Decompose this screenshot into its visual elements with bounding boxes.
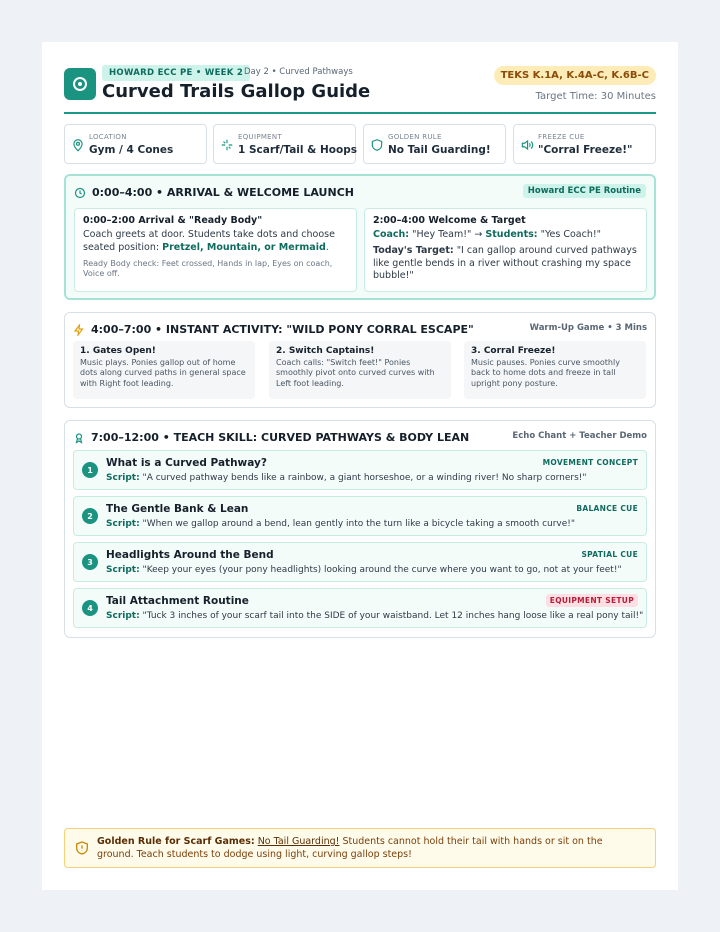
speaker-icon [520, 138, 534, 152]
section-tag: Echo Chant + Teacher Demo [512, 431, 647, 441]
todays-target: Today's Target: "I can gallop around curved pathways like gentle bends in a river without crashing my space bubble!" [373, 244, 637, 282]
step-number: 1 [82, 462, 98, 478]
section-title: 4:00–7:00 • INSTANT ACTIVITY: "WILD PONY CORRAL ESCAPE" [73, 323, 474, 336]
teach-item [73, 588, 647, 628]
golden-rule-banner [64, 828, 656, 868]
arrival-heading: 0:00–2:00 Arrival & "Ready Body" [83, 215, 263, 226]
logo-icon [64, 68, 96, 100]
info-card-value: No Tail Guarding! [388, 144, 491, 156]
teach-item [73, 450, 647, 490]
info-card-label: FREEZE CUE [538, 133, 585, 141]
activity-step: 2. Switch Captains! Coach calls: "Switch feet!" Ponies smoothly pivot onto curved curves with Left foot leading. [269, 341, 451, 399]
step-number: 3 [82, 554, 98, 570]
info-card-value: 1 Scarf/Tail & Hoops [238, 144, 357, 156]
golden-rule-text: Golden Rule for Scarf Games: No Tail Guarding! Students cannot hold their tail with hands or sit on the ground. Teach students to dodge using light, curving gallop steps! [97, 836, 603, 860]
teach-item-title: The Gentle Bank & Lean [106, 503, 249, 515]
teach-item-title: Tail Attachment Routine [106, 595, 249, 607]
welcome-heading: 2:00–4:00 Welcome & Target [373, 215, 526, 226]
teach-item-script: Script: "When we gallop around a bend, lean gently into the turn like a bicycle taking a smooth curve!" [106, 519, 576, 529]
section-tag: Warm-Up Game • 3 Mins [529, 323, 647, 333]
teach-item-script: Script: "Tuck 3 inches of your scarf tail into the SIDE of your waistband. Let 12 inches hang loose like a real pony tail!" [106, 611, 644, 621]
section-title: 7:00–12:00 • TEACH SKILL: CURVED PATHWAYS & BODY LEAN [73, 431, 469, 444]
teach-item-title: Headlights Around the Bend [106, 549, 274, 561]
section-teach-skill [64, 420, 656, 638]
info-card-label: GOLDEN RULE [388, 133, 442, 141]
arrival-text: Coach greets at door. Students take dots and choose seated position: Pretzel, Mountain, or Mermaid. [83, 229, 335, 253]
teach-item-tag: MOVEMENT CONCEPT [542, 458, 638, 467]
teach-item-tag: BALANCE CUE [576, 504, 638, 513]
info-card-value: Gym / 4 Cones [89, 144, 174, 156]
call-response: Coach: "Hey Team!" → Students: "Yes Coach!" [373, 229, 602, 240]
info-card-location [64, 124, 207, 164]
info-card-equipment [213, 124, 356, 164]
teach-item-script: Script: "A curved pathway bends like a rainbow, a giant horseshoe, or a winding river! No sharp corners!" [106, 473, 587, 483]
location-pin-icon [71, 138, 85, 152]
teach-item [73, 542, 647, 582]
info-card-value: "Corral Freeze!" [538, 144, 633, 156]
info-card-label: EQUIPMENT [238, 133, 283, 141]
teach-item-title: What is a Curved Pathway? [106, 457, 267, 469]
clock-icon [74, 187, 86, 199]
shield-alert-icon [74, 840, 90, 856]
activity-step: 1. Gates Open! Music plays. Ponies gallop out of home dots along curved paths in general space with Right foot leading. [73, 341, 255, 399]
sparkle-icon [220, 138, 234, 152]
section-title: 0:00–4:00 • ARRIVAL & WELCOME LAUNCH [74, 186, 354, 199]
day-label: Day 2 • Curved Pathways [244, 67, 353, 77]
lightning-icon [73, 324, 85, 336]
welcome-box [364, 208, 647, 292]
info-cards [64, 124, 656, 164]
info-card-label: LOCATION [89, 133, 127, 141]
teach-item-tag: SPATIAL CUE [581, 550, 638, 559]
step-number: 4 [82, 600, 98, 616]
teks-badge: TEKS K.1A, K.4A-C, K.6B-C [494, 66, 656, 85]
header [64, 64, 656, 114]
award-icon [73, 432, 85, 444]
target-time: Target Time: 30 Minutes [535, 91, 656, 102]
teach-item [73, 496, 647, 536]
ready-body-note: Ready Body check: Feet crossed, Hands in lap, Eyes on coach, Voice off. [83, 258, 333, 279]
page-title: Curved Trails Gallop Guide [102, 81, 371, 102]
week-badge: HOWARD ECC PE • WEEK 2 [102, 65, 250, 81]
info-card-freeze-cue [513, 124, 656, 164]
shield-icon [370, 138, 384, 152]
teach-item-tag: EQUIPMENT SETUP [546, 594, 638, 607]
teach-item-script: Script: "Keep your eyes (your pony headlights) looking around the curve where you want to go, not at your feet!" [106, 565, 622, 575]
info-card-golden-rule [363, 124, 506, 164]
section-tag: Howard ECC PE Routine [523, 184, 646, 198]
arrival-box [74, 208, 357, 292]
section-instant-activity [64, 312, 656, 408]
step-number: 2 [82, 508, 98, 524]
activity-step: 3. Corral Freeze! Music pauses. Ponies curve smoothly back to home dots and freeze in tall upright pony posture. [464, 341, 646, 399]
section-arrival [64, 174, 656, 300]
lesson-page [42, 42, 678, 890]
